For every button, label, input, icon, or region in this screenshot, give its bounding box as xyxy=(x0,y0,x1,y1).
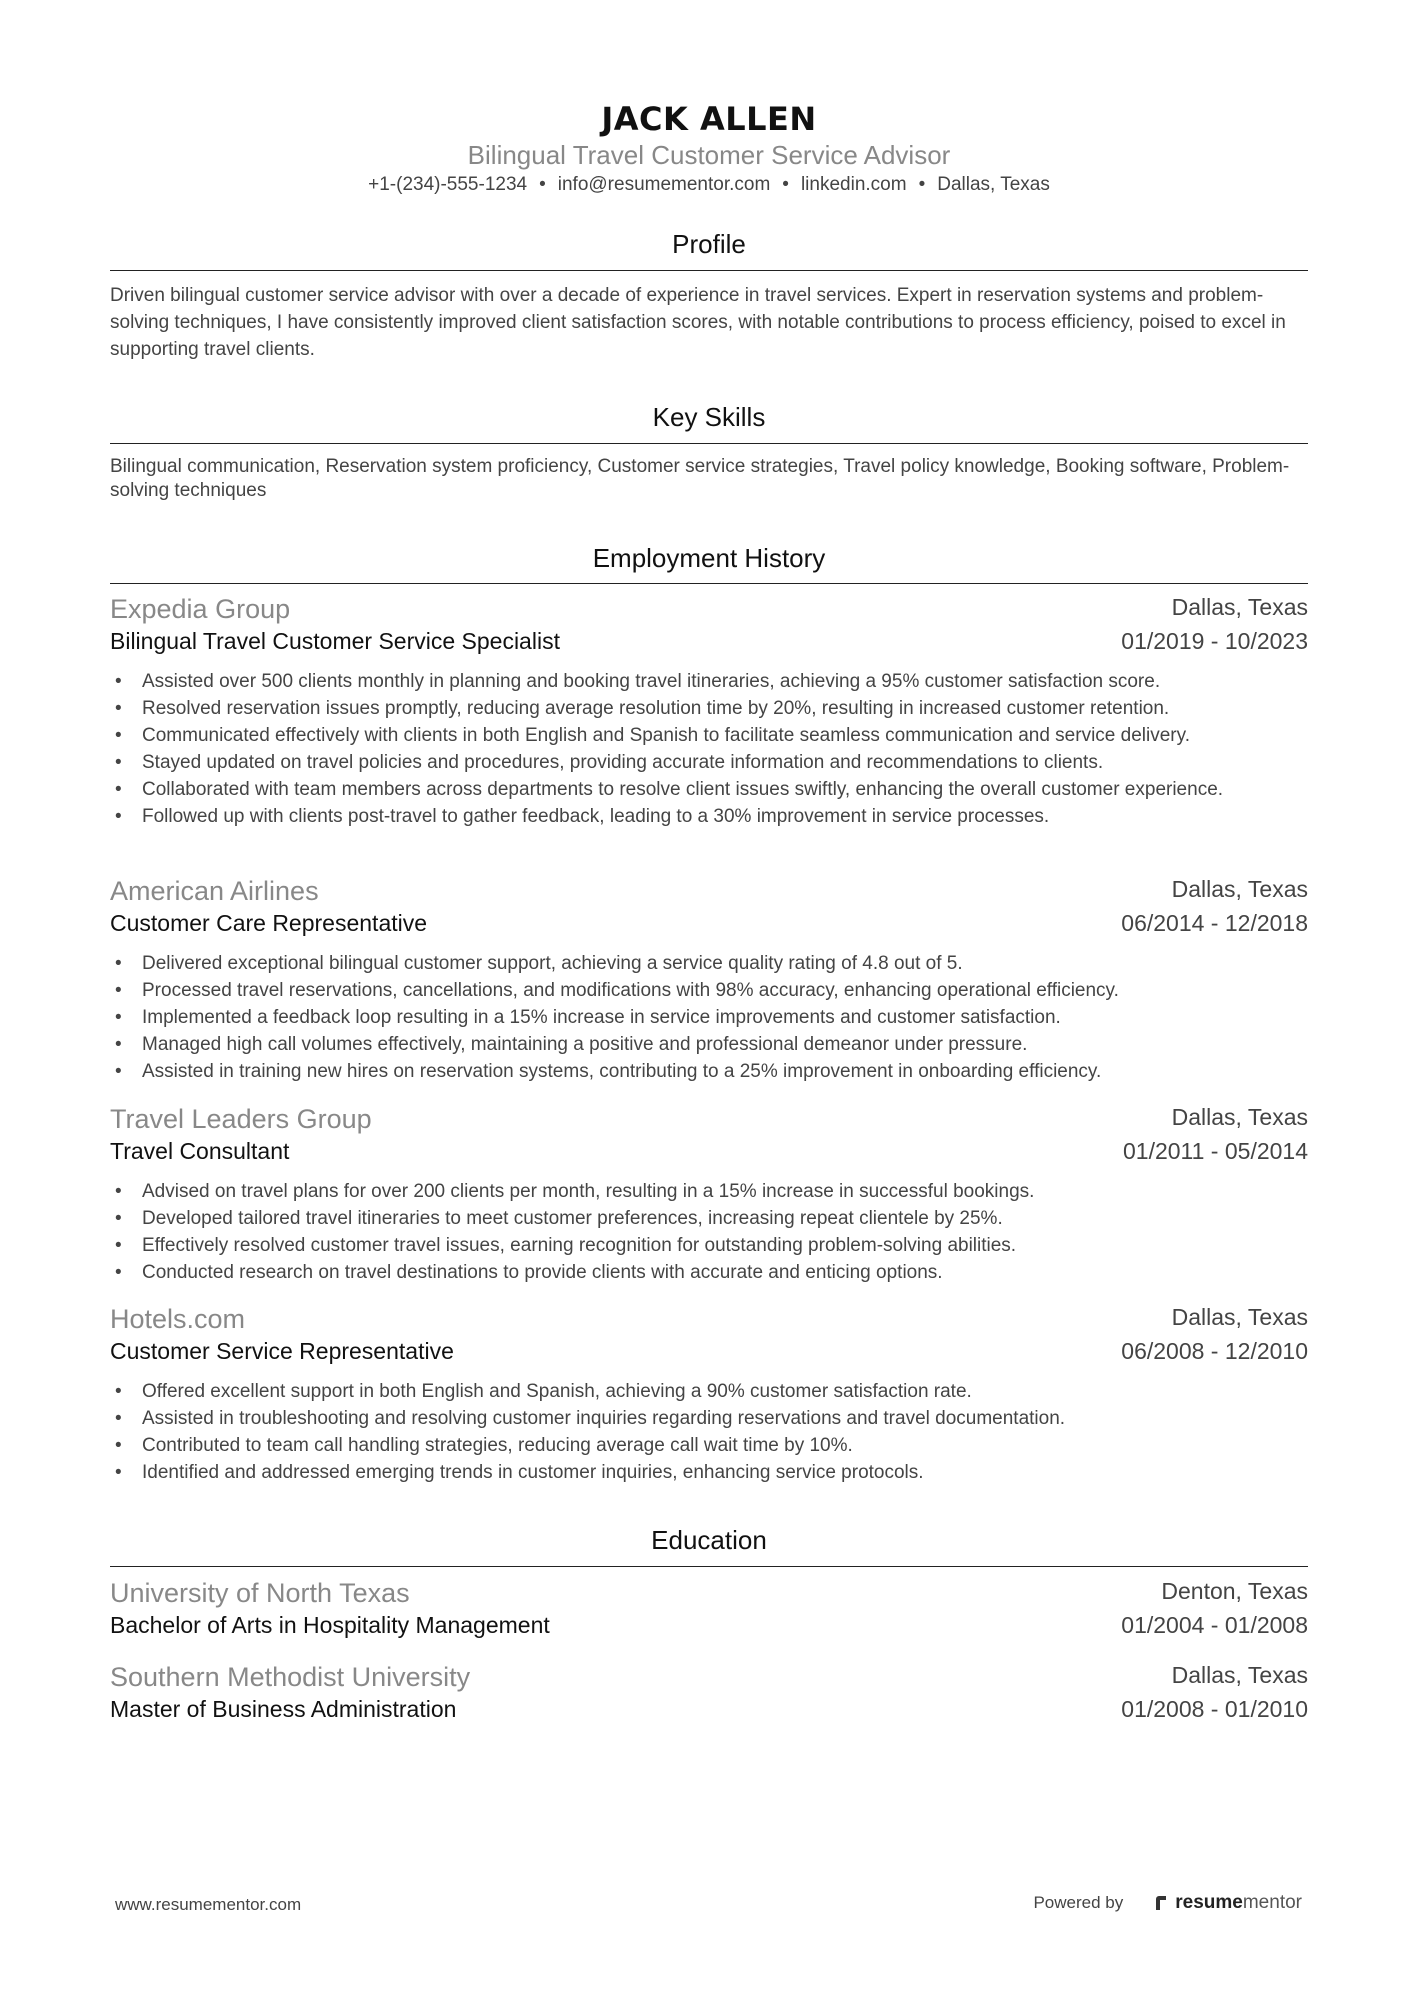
school-name: Southern Methodist University xyxy=(110,1662,471,1692)
employment-heading: Employment History xyxy=(592,543,826,573)
school-name: University of North Texas xyxy=(110,1578,410,1608)
separator-dot: • xyxy=(918,174,926,195)
job-title: Customer Service Representative xyxy=(110,1338,454,1364)
job-dates: 06/2014 - 12/2018 xyxy=(1121,910,1308,936)
company-name: Travel Leaders Group xyxy=(110,1104,372,1134)
section-divider xyxy=(110,1566,1308,1567)
list-item: • Assisted in troubleshooting and resolving customer inquiries regarding reservations and travel documentation. xyxy=(115,1408,1066,1429)
education-entry xyxy=(110,1578,1308,1646)
skills-text: Bilingual communication, Reservation system proficiency, Customer service strategies, Travel policy knowledge, Booking software, Problem-solving techniques xyxy=(110,456,1290,501)
education-heading: Education xyxy=(651,1525,767,1555)
list-item: • Communicated effectively with clients in both English and Spanish to facilitate seamless communication and service delivery. xyxy=(115,725,1190,746)
job-dates: 01/2011 - 05/2014 xyxy=(1122,1138,1308,1164)
list-item: • Managed high call volumes effectively, maintaining a positive and professional demeanor under pressure. xyxy=(115,1034,1028,1055)
list-item: • Identified and addressed emerging trends in customer inquiries, enhancing service protocols. xyxy=(115,1462,924,1483)
profile-heading: Profile xyxy=(672,229,746,259)
contact-line xyxy=(110,174,1308,196)
section-divider xyxy=(110,583,1308,584)
job-title: Customer Care Representative xyxy=(110,910,428,936)
resumementor-logo-icon xyxy=(1153,1894,1171,1912)
candidate-title: Bilingual Travel Customer Service Advisor xyxy=(467,140,951,170)
separator-dot: • xyxy=(539,174,546,195)
list-item: • Advised on travel plans for over 200 clients per month, resulting in a 15% increase in successful bookings. xyxy=(115,1181,1035,1202)
location: Dallas, Texas xyxy=(937,174,1050,195)
list-item: • Collaborated with team members across departments to resolve client issues swiftly, enhancing the overall customer experience. xyxy=(115,779,1224,800)
education-dates: 01/2008 - 01/2010 xyxy=(1121,1696,1308,1722)
job-entry xyxy=(110,876,1308,1085)
logo-text-mentor: mentor xyxy=(1242,1892,1302,1913)
profile-text: Driven bilingual customer service advisor with over a decade of experience in travel services. Expert in reservation systems and problem-solving techniques, I have consistently improved client satisfaction scores, with notable contributions to process efficiency, poised to excel in supporting travel clients. xyxy=(110,285,1286,360)
list-item: • Effectively resolved customer travel issues, earning recognition for outstanding problem-solving abilities. xyxy=(115,1235,1017,1256)
footer-website-link[interactable]: www.resumementor.com xyxy=(115,1895,302,1914)
separator-dot: • xyxy=(782,174,789,195)
linkedin[interactable]: linkedin.com xyxy=(800,174,907,195)
job-dates: 06/2008 - 12/2010 xyxy=(1121,1338,1308,1364)
job-bullets xyxy=(110,1178,1308,1286)
job-entry xyxy=(110,1104,1308,1286)
education-dates: 01/2004 - 01/2008 xyxy=(1121,1612,1308,1638)
list-item: • Followed up with clients post-travel to gather feedback, leading to a 30% improvement in service processes. xyxy=(115,806,1050,827)
list-item: • Implemented a feedback loop resulting in a 15% increase in service improvements and customer satisfaction. xyxy=(115,1007,1061,1028)
degree: Bachelor of Arts in Hospitality Management xyxy=(110,1612,550,1638)
list-item: • Processed travel reservations, cancellations, and modifications with 98% accuracy, enhancing operational efficiency. xyxy=(115,980,1119,1001)
list-item: • Contributed to team call handling strategies, reducing average call wait time by 10%. xyxy=(115,1435,853,1456)
company-name: Hotels.com xyxy=(110,1304,246,1334)
list-item: • Developed tailored travel itineraries to meet customer preferences, increasing repeat clientele by 25%. xyxy=(115,1208,1003,1229)
job-location: Dallas, Texas xyxy=(1171,1304,1308,1330)
job-title: Travel Consultant xyxy=(110,1138,290,1164)
skills-heading: Key Skills xyxy=(652,402,766,432)
job-bullets xyxy=(110,1378,1308,1486)
list-item: • Assisted in training new hires on reservation systems, contributing to a 25% improvement in onboarding efficiency. xyxy=(115,1061,1102,1082)
list-item: • Offered excellent support in both English and Spanish, achieving a 90% customer satisfaction rate. xyxy=(115,1381,972,1402)
email[interactable]: info@resumementor.com xyxy=(557,174,771,195)
company-name: American Airlines xyxy=(110,876,319,906)
list-item: • Stayed updated on travel policies and procedures, providing accurate information and recommendations to clients. xyxy=(115,752,1104,773)
section-divider xyxy=(110,270,1308,271)
phone: +1-(234)-555-1234 xyxy=(368,174,528,195)
job-title: Bilingual Travel Customer Service Specialist xyxy=(110,628,560,654)
job-entry xyxy=(110,1304,1308,1486)
job-entry xyxy=(110,594,1308,830)
job-dates: 01/2019 - 10/2023 xyxy=(1121,628,1308,654)
section-divider xyxy=(110,443,1308,444)
education-entry xyxy=(110,1662,1308,1730)
list-item: • Assisted over 500 clients monthly in planning and booking travel itineraries, achieving a 95% customer satisfaction score. xyxy=(115,671,1161,692)
resumementor-logo[interactable] xyxy=(1153,1892,1302,1914)
powered-by-label: Powered by xyxy=(1033,1893,1124,1912)
school-location: Denton, Texas xyxy=(1161,1578,1308,1604)
job-bullets xyxy=(110,950,1308,1085)
company-name: Expedia Group xyxy=(110,594,291,624)
list-item: • Delivered exceptional bilingual customer support, achieving a service quality rating of 4.8 out of 5. xyxy=(115,953,963,974)
school-location: Dallas, Texas xyxy=(1171,1662,1308,1688)
job-location: Dallas, Texas xyxy=(1171,594,1308,620)
job-bullets xyxy=(110,668,1308,830)
candidate-name: JACK ALLEN xyxy=(601,100,817,138)
job-location: Dallas, Texas xyxy=(1171,1104,1308,1130)
list-item: • Conducted research on travel destinations to provide clients with accurate and enticing options. xyxy=(115,1262,943,1283)
list-item: • Resolved reservation issues promptly, reducing average resolution time by 20%, resulting in increased customer retention. xyxy=(115,698,1170,719)
job-location: Dallas, Texas xyxy=(1171,876,1308,902)
degree: Master of Business Administration xyxy=(110,1696,457,1722)
logo-text-resume: resume xyxy=(1175,1892,1243,1913)
footer-branding xyxy=(1033,1892,1302,1914)
